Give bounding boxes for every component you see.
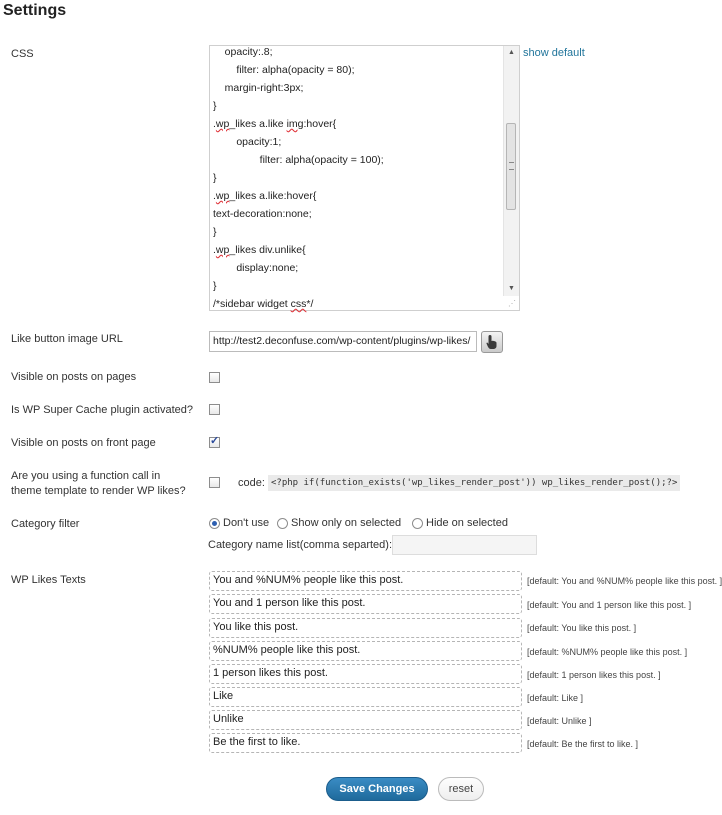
likes-text-default: [default: You like this post. ]: [527, 623, 637, 633]
css-line: .wp_likes div.unlike{: [213, 244, 306, 256]
like-image-url-label: Like button image URL: [11, 333, 123, 345]
radio-show-only[interactable]: [277, 518, 288, 529]
hand-pointer-icon: [485, 334, 499, 350]
likes-text-default: [default: Be the first to like. ]: [527, 739, 639, 749]
super-cache-label: Is WP Super Cache plugin activated?: [11, 404, 194, 416]
function-call-checkbox[interactable]: [209, 477, 220, 488]
likes-texts-label: WP Likes Texts: [11, 574, 86, 586]
scroll-up-arrow-icon[interactable]: ▲: [508, 49, 515, 56]
radio-dont-use-label: Don't use: [223, 517, 270, 529]
css-label: CSS: [11, 48, 34, 60]
likes-text-input[interactable]: You like this post.: [209, 618, 522, 638]
scroll-thumb[interactable]: [506, 123, 516, 210]
likes-text-input[interactable]: Unlike: [209, 710, 522, 730]
css-line: text-decoration:none;: [213, 208, 312, 220]
scroll-down-arrow-icon[interactable]: ▼: [508, 285, 515, 292]
reset-button[interactable]: reset: [438, 777, 484, 801]
likes-text-default: [default: 1 person likes this post. ]: [527, 670, 661, 680]
radio-hide-on[interactable]: [412, 518, 423, 529]
css-line: /*sidebar widget css*/: [213, 298, 314, 310]
visible-pages-checkbox[interactable]: [209, 372, 220, 383]
likes-text-input[interactable]: 1 person likes this post.: [209, 664, 522, 684]
likes-text-input[interactable]: Like: [209, 687, 522, 707]
page-title: Settings: [3, 2, 67, 19]
likes-text-default: [default: You and %NUM% people like this post. ]: [527, 576, 722, 586]
function-call-label-2: theme template to render WP likes?: [11, 485, 186, 497]
css-line: display:none;: [213, 262, 299, 274]
likes-text-input[interactable]: You and 1 person like this post.: [209, 594, 522, 614]
css-textarea[interactable]: [209, 45, 520, 311]
visible-pages-label: Visible on posts on pages: [11, 371, 137, 383]
likes-text-input[interactable]: %NUM% people like this post.: [209, 641, 522, 661]
css-line: }: [213, 100, 217, 112]
likes-text-input[interactable]: Be the first to like.: [209, 733, 522, 753]
css-line: .wp_likes a.like img:hover{: [213, 118, 337, 130]
super-cache-checkbox[interactable]: [209, 404, 220, 415]
css-line: filter: alpha(opacity = 100);: [213, 154, 384, 166]
likes-text-default: [default: %NUM% people like this post. ]: [527, 647, 688, 657]
css-line: opacity:.8;: [213, 46, 273, 58]
likes-text-input[interactable]: You and %NUM% people like this post.: [209, 571, 522, 591]
radio-hide-on-label: Hide on selected: [426, 517, 508, 529]
css-line: }: [213, 172, 217, 184]
likes-text-default: [default: Unlike ]: [527, 716, 592, 726]
grip-icon: [509, 162, 514, 170]
code-snippet: <?php if(function_exists('wp_likes_render_post')) wp_likes_render_post();?>: [268, 475, 680, 491]
category-filter-label: Category filter: [11, 518, 80, 530]
save-changes-button[interactable]: Save Changes: [326, 777, 428, 801]
like-image-url-input[interactable]: http://test2.deconfuse.com/wp-content/plugins/wp-likes/: [209, 331, 477, 352]
show-default-link[interactable]: show default: [523, 47, 585, 59]
resize-handle-icon[interactable]: ⋰: [508, 299, 516, 308]
css-line: opacity:1;: [213, 136, 282, 148]
css-line: .wp_likes a.like:hover{: [213, 190, 317, 202]
category-name-list-input[interactable]: [392, 535, 537, 555]
radio-show-only-label: Show only on selected: [291, 517, 402, 529]
likes-text-default: [default: You and 1 person like this post. ]: [527, 600, 692, 610]
radio-dont-use[interactable]: [209, 518, 220, 529]
css-scrollbar[interactable]: [503, 46, 519, 296]
likes-text-default: [default: Like ]: [527, 693, 584, 703]
css-line: }: [213, 226, 217, 238]
visible-front-checkbox[interactable]: [209, 437, 220, 448]
visible-front-label: Visible on posts on front page: [11, 437, 156, 449]
function-call-label-1: Are you using a function call in: [11, 470, 161, 482]
code-label: code:: [238, 477, 265, 489]
css-line: }: [213, 280, 217, 292]
css-line: margin-right:3px;: [213, 82, 304, 94]
css-line: filter: alpha(opacity = 80);: [213, 64, 355, 76]
image-picker-button[interactable]: [481, 331, 503, 353]
category-name-list-label: Category name list(comma separted):: [208, 539, 393, 551]
